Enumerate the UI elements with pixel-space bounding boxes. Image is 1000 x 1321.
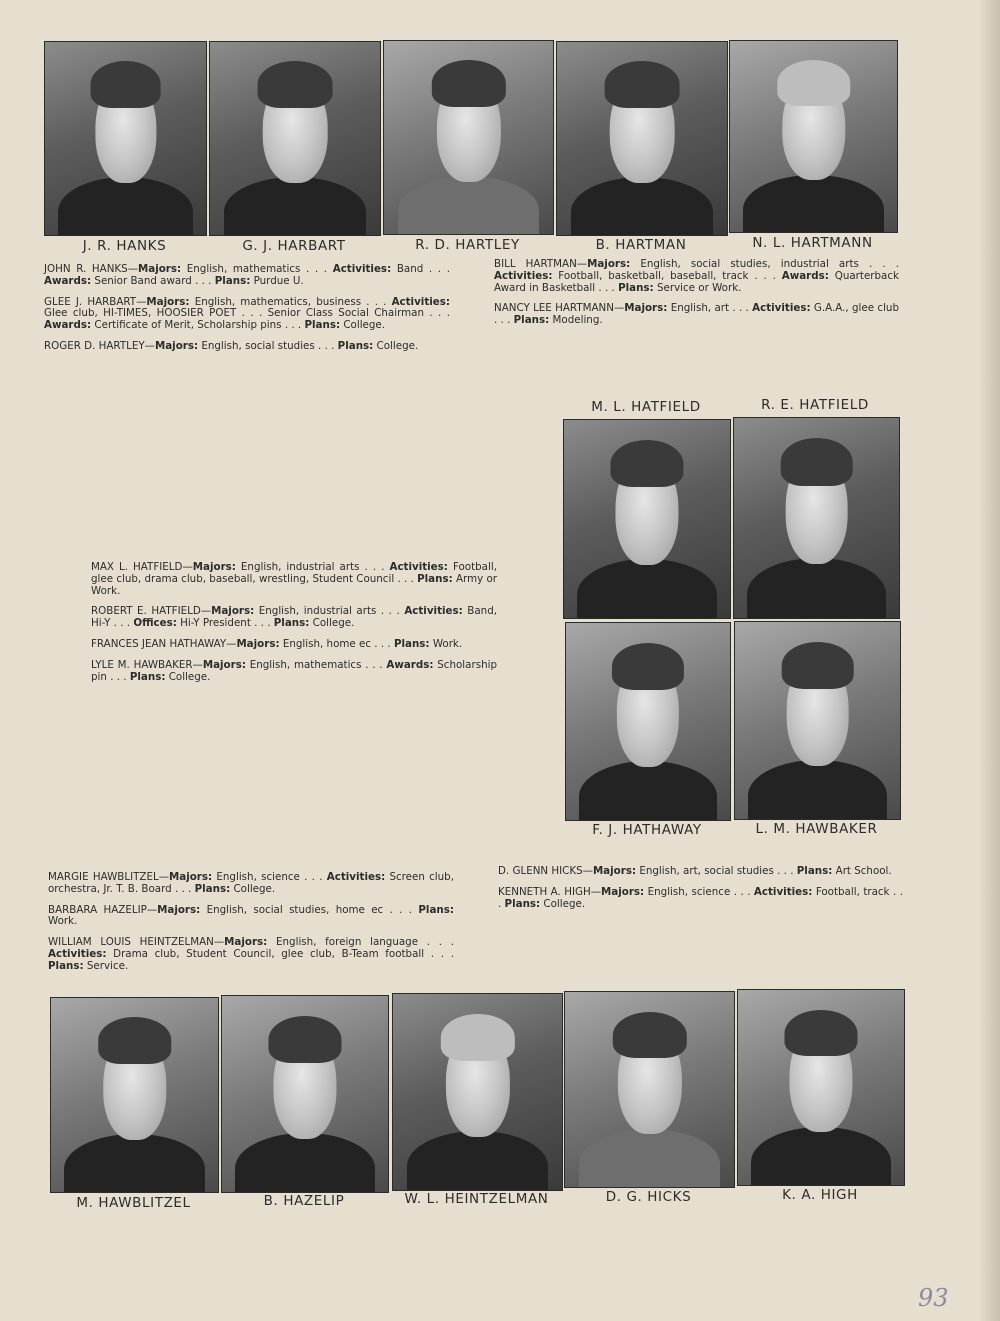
caption-heintzelman: W. L. HEINTZELMAN (404, 1191, 549, 1207)
bio-column-lower-left (48, 872, 454, 982)
portrait-hartman (556, 41, 728, 236)
portrait-hanks (44, 41, 207, 236)
bio-hicks: D. GLENN HICKS—Majors: English, art, social studies . . . Plans: Art School. (498, 865, 892, 877)
bio-m-hatfield: MAX L. HATFIELD—Majors: English, industrial arts . . . Activities: Football, glee club, drama club, baseball, wrestling, Student Council . . . Plans: Army or Work. (91, 561, 498, 597)
portrait-harbart (209, 41, 381, 236)
caption-m-hatfield: M. L. HATFIELD (591, 399, 701, 415)
caption-hawblitzel: M. HAWBLITZEL (76, 1195, 191, 1211)
portrait-r-hatfield (733, 417, 900, 619)
bio-hartmann: NANCY LEE HARTMANN—Majors: English, art . . . Activities: G.A.A., glee club . . . Plans: Modeling. (494, 302, 899, 327)
portrait-heintzelman (392, 993, 563, 1191)
bio-hawblitzel: MARGIE HAWBLITZEL—Majors: English, science . . . Activities: Screen club, orchestra, Jr. T. B. Board . . . Plans: College. (48, 871, 454, 895)
caption-hicks: D. G. HICKS (605, 1189, 692, 1205)
bio-column-top-left (44, 264, 450, 362)
caption-high: K. A. HIGH (782, 1187, 858, 1203)
caption-harbart: G. J. HARBART (242, 238, 346, 254)
caption-hazelip: B. HAZELIP (263, 1193, 345, 1209)
bio-column-lower-right (498, 866, 903, 919)
caption-hathaway: F. J. HATHAWAY (592, 822, 702, 838)
caption-hartley: R. D. HARTLEY (415, 237, 520, 253)
portrait-high (737, 989, 905, 1186)
portrait-hawblitzel (50, 997, 219, 1193)
bio-hartley: ROGER D. HARTLEY—Majors: English, social studies . . . Plans: College. (44, 339, 419, 352)
caption-hartman: B. HARTMAN (595, 237, 687, 253)
portrait-hazelip (221, 995, 389, 1193)
portrait-hartmann (729, 40, 898, 233)
portrait-hartley (383, 40, 554, 235)
portrait-hawbaker (734, 621, 901, 820)
bio-hazelip: BARBARA HAZELIP—Majors: English, social studies, home ec . . . Plans: Work. (48, 903, 454, 928)
portrait-m-hatfield (563, 419, 731, 619)
bio-high: KENNETH A. HIGH—Majors: English, science . . . Activities: Football, track . . . Plans: College. (498, 885, 903, 910)
caption-hawbaker: L. M. HAWBAKER (755, 821, 878, 837)
bio-column-middle (91, 562, 497, 692)
portrait-hathaway (565, 622, 731, 821)
caption-r-hatfield: R. E. HATFIELD (761, 397, 869, 413)
caption-hartmann: N. L. HARTMANN (752, 235, 873, 251)
bio-r-hatfield: ROBERT E. HATFIELD—Majors: English, industrial arts . . . Activities: Band, Hi-Y . . . Offices: Hi-Y President . . . Plans: College. (91, 605, 498, 630)
bio-hathaway: FRANCES JEAN HATHAWAY—Majors: English, home ec . . . Plans: Work. (91, 637, 463, 650)
caption-hanks: J. R. HANKS (82, 238, 167, 254)
portrait-hicks (564, 991, 735, 1188)
bio-hanks: JOHN R. HANKS—Majors: English, mathematics . . . Activities: Band . . . Awards: Senior Band award . . . Plans: Purdue U. (44, 263, 450, 287)
binding-shadow (978, 0, 1000, 1321)
bio-heintzelman: WILLIAM LOUIS HEINTZELMAN—Majors: English, foreign language . . . Activities: Drama club, Student Council, glee club, B-Team football . . . Plans: Service. (48, 936, 454, 972)
bio-harbart: GLEE J. HARBART—Majors: English, mathematics, business . . . Activities: Glee club, HI-TIMES, HOOSIER POET . . . Senior Class Social Chairman . . . Awards: Certificate of Merit, Scholarship pins . . . Plans: College. (44, 295, 451, 332)
bio-hartman: BILL HARTMAN—Majors: English, social studies, industrial arts . . . Activities: Football, basketball, baseball, track . . . Awards: Quarterback Award in Basketball . . . Plans: Service or Work. (494, 258, 899, 294)
bio-hawbaker: LYLE M. HAWBAKER—Majors: English, mathematics . . . Awards: Scholarship pin . . . Plans: College. (91, 658, 497, 683)
page-number: 93 (918, 1284, 949, 1312)
bio-column-top-right (494, 259, 899, 336)
